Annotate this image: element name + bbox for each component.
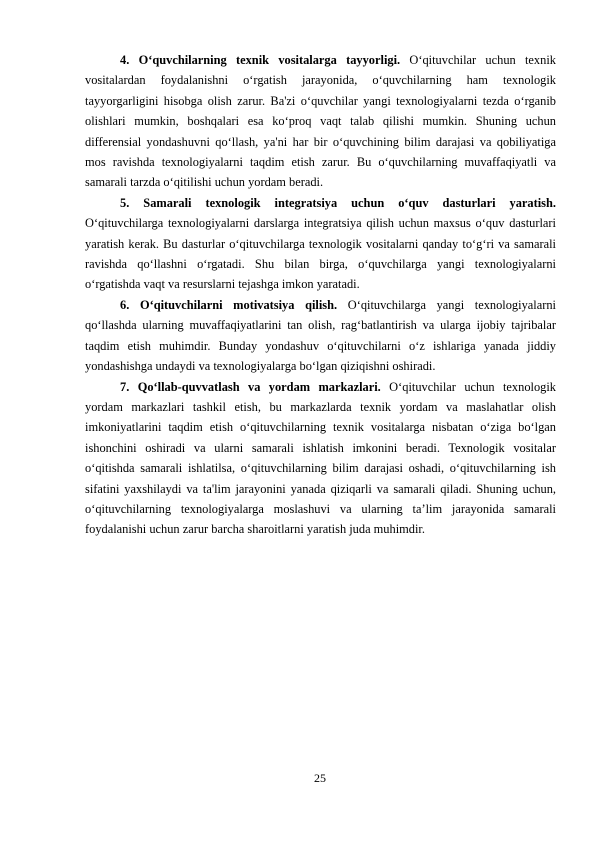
section-4-heading: O‘quvchilarning texnik vositalarga tayyorligi. [138,53,401,67]
section-7-heading: Qo‘llab-quvvatlash va yordam markazlari. [137,379,381,394]
section-4-paragraph [85,50,556,193]
document-page [85,50,556,540]
section-6-number: 6. [120,297,130,312]
section-4-number: 4. [120,53,130,67]
section-5-heading: Samarali texnologik integratsiya uchun o‘quv dasturlari yaratish. [143,195,556,210]
section-7-text: O‘qituvchilar uchun texnologik yordam markazlari tashkil etish, bu markazlarda texnik yordam va maslahatlar olish imkoniyatlarini taqdim etish o‘qituvchilarning texnik vositalarga nisbatan o‘ziga bo‘lgan ishonchini oshiradi va ularni samarali ishlatish imkonini beradi. Texnologik vositalar o‘qitishda samarali ishlatilsa, o‘qituvchilarning bilim darajasi oshadi, o‘qituvchilarning ish sifatini yaxshilaydi va ta'lim jarayonini yanada qiziqarli va samarali qiladi. Shuning uchun, o‘qituvchilarning texnologiyalarga moslashuvi va ularning ta’lim jarayonida samarali foydalanishi uchun zarur barcha sharoitlarni yaratish juda muhimdir. [85,379,556,537]
section-4-text: O‘qituvchilar uchun texnik vositalardan foydalanishni o‘rgatish jarayonida, o‘quvchilarning ham texnologik tayyorgarligini hisobga olish zarur. Ba'zi o‘quvchilar yangi texnologiyalarni tezda o‘rganib olishlari mumkin, boshqalari esa ko‘proq vaqt talab qilishi mumkin. Shuning uchun differensial yondashuvni qo‘llash, ya'ni har bir o‘quvchining bilim darajasi va qobiliyatiga mos ravishda texnologiyalarni taqdim etish zarur. Bu o‘quvchilarning muvaffaqiyatli va samarali tarzda o‘qitilishi uchun yordam beradi. [85,53,556,190]
section-7-number: 7. [120,379,130,394]
section-7-paragraph [85,377,556,540]
section-5-paragraph [85,193,556,295]
section-5-number: 5. [120,195,130,210]
section-6-heading: O‘qituvchilarni motivatsiya qilish. [139,297,338,312]
section-6-text: O‘qituvchilarga yangi texnologiyalarni qo‘llashda ularning muvaffaqiyatlarini tan olish, rag‘batlantirish va ularga ijobiy tajribalar taqdim etish muhimdir. Bunday yondashuv o‘qituvchilarni o‘z ishlariga yanada jiddiy yondashishga undaydi va texnologiyalarga bo‘lgan qiziqishni oshiradi. [85,297,556,374]
section-5-text: O‘qituvchilarga texnologiyalarni darslarga integratsiya qilish uchun maxsus o‘quv dasturlari yaratish kerak. Bu dasturlar o‘qituvchilarga texnologik vositalarni qanday to‘g‘ri va samarali ravishda qo‘llashni o‘rgatadi. Shu bilan birga, o‘quvchilarga yangi texnologiyalarni o‘rgatishda vaqt va resurslarni tejashga imkon yaratadi. [85,216,556,292]
page-number: 25 [314,771,326,785]
section-6-paragraph [85,295,556,377]
